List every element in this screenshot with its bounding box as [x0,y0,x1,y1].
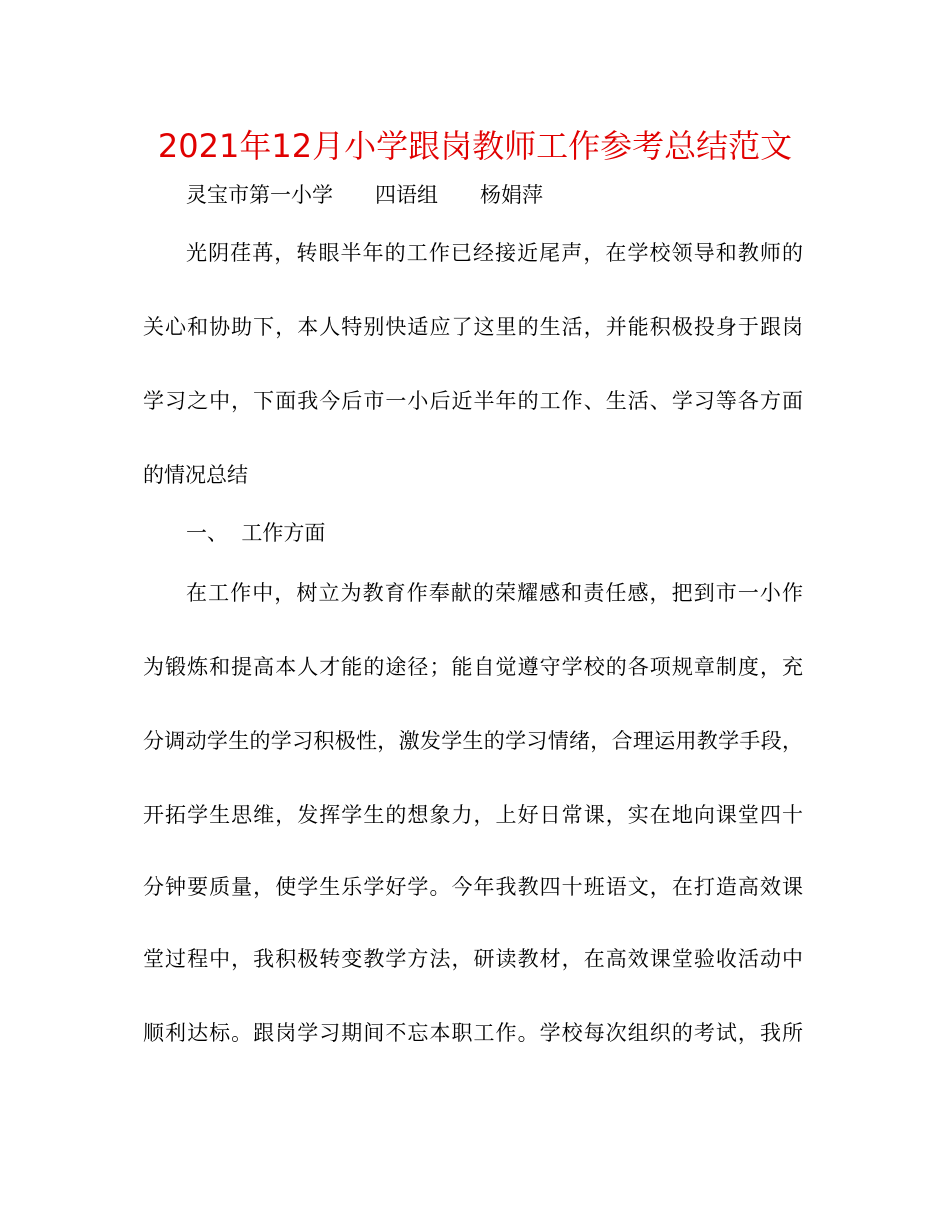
byline-school: 灵宝市第一小学 [186,183,333,207]
paragraph-line: 光阴荏苒，转眼半年的工作已经接近尾声，在学校领导和教师的 [186,241,803,265]
paragraph-line: 学习之中，下面我今后市一小后近半年的工作、生活、学习等各方面 [143,389,803,413]
paragraph-line: 顺利达标。跟岗学习期间不忘本职工作。学校每次组织的考试，我所 [143,1021,803,1045]
paragraph-line: 为锻炼和提高本人才能的途径；能自觉遵守学校的各项规章制度，充 [143,655,803,679]
section-heading: 一、 工作方面 [186,521,326,545]
byline-group: 四语组 [375,183,438,207]
byline [186,180,846,210]
paragraph-line: 关心和协助下，本人特别快适应了这里的生活，并能积极投身于跟岗 [143,315,803,339]
paragraph-line: 分钟要质量，使学生乐学好学。今年我教四十班语文，在打造高效课 [143,875,803,899]
paragraph-line: 开拓学生思维，发挥学生的想象力，上好日常课，实在地向课堂四十 [143,803,803,827]
paragraph-line: 在工作中，树立为教育作奉献的荣耀感和责任感，把到市一小作 [186,581,803,605]
paragraph-line: 堂过程中，我积极转变教学方法，研读教材，在高效课堂验收活动中 [143,947,803,971]
paragraph-line: 的情况总结 [143,463,248,487]
document-title: 2021年12月小学跟岗教师工作参考总结范文 [157,127,793,165]
byline-author: 杨娟萍 [480,183,543,207]
paragraph-line: 分调动学生的学习积极性，激发学生的学习情绪，合理运用教学手段， [143,729,803,753]
